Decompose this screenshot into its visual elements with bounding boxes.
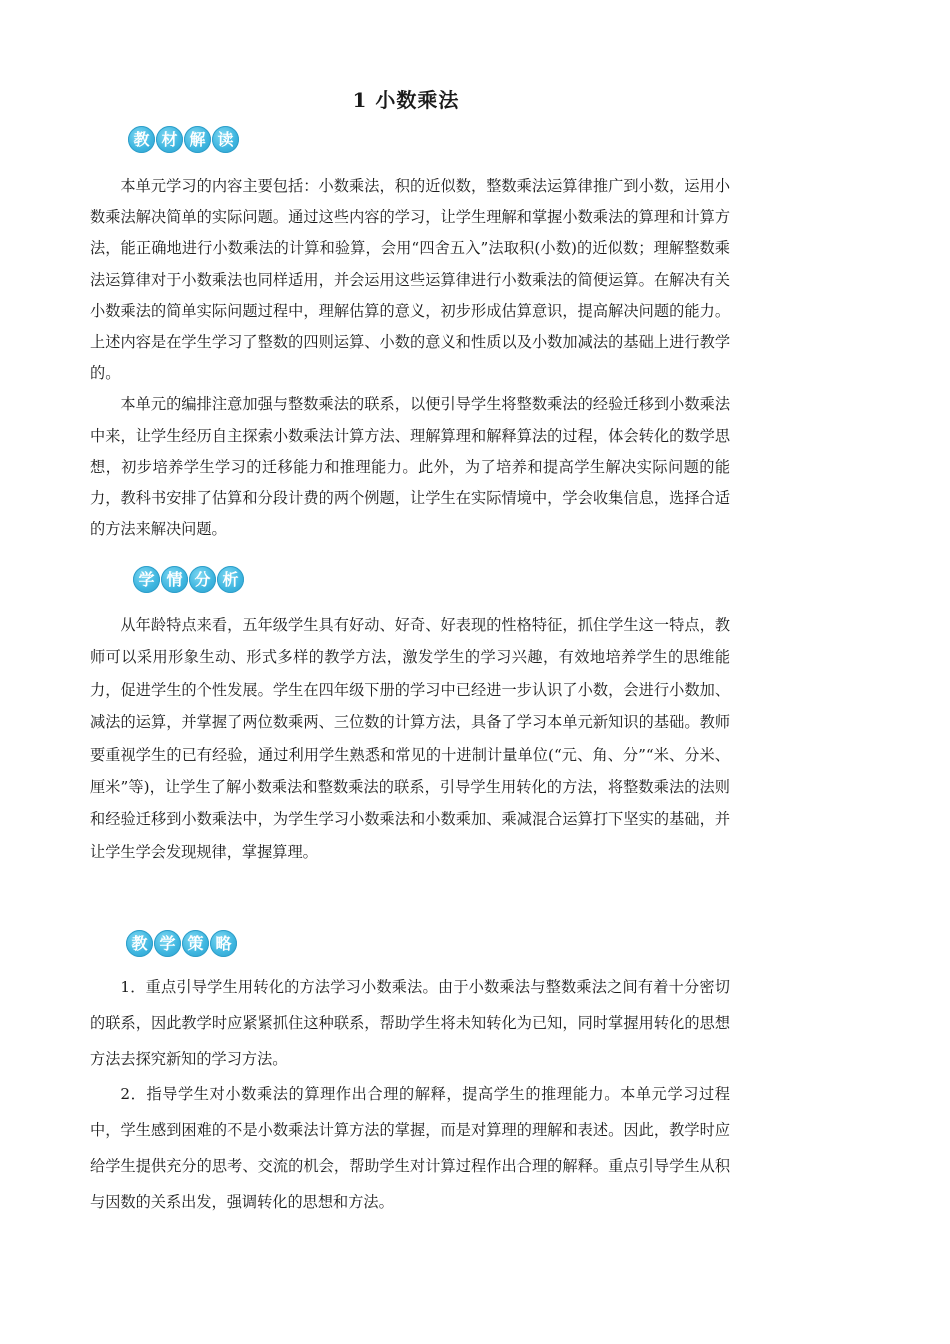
heading-badge-char: 材 — [156, 126, 183, 153]
heading-badge-char: 学 — [154, 930, 181, 957]
heading-badge-char: 略 — [210, 930, 237, 957]
heading-badge-char: 策 — [182, 930, 209, 957]
heading-badge-char: 解 — [184, 126, 211, 153]
body-paragraph: 本单元的编排注意加强与整数乘法的联系，以便引导学生将整数乘法的经验迁移到小数乘法中来，让学生经历自主探索小数乘法计算方法、理解算理和解释算法的过程，体会转化的数学思想，初步培养学生学习的迁移能力和推理能力。此外，为了培养和提高学生解决实际问题的能力，教科书安排了估算和分段计费的两个例题，让学生在实际情境中，学会收集信息，选择合适的方法来解决问题。 — [90, 395, 730, 539]
section-heading-textbook-reading — [128, 126, 239, 153]
section-body-textbook-reading — [90, 171, 730, 545]
heading-badge-char: 分 — [189, 566, 216, 593]
heading-badge-char: 教 — [126, 930, 153, 957]
section-heading-learner-analysis — [133, 566, 244, 593]
section-body-teaching-strategy — [90, 970, 730, 1221]
heading-badge-char: 情 — [161, 566, 188, 593]
body-paragraph: 1．重点引导学生用转化的方法学习小数乘法。由于小数乘法与整数乘法之间有着十分密切的联系，因此教学时应紧紧抓住这种联系，帮助学生将未知转化为已知，同时掌握用转化的思想方法去探究新知的学习方法。 — [90, 978, 730, 1068]
body-paragraph: 从年龄特点来看，五年级学生具有好动、好奇、好表现的性格特征，抓住学生这一特点，教师可以采用形象生动、形式多样的教学方法，激发学生的学习兴趣，有效地培养学生的思维能力，促进学生的个性发展。学生在四年级下册的学习中已经进一步认识了小数，会进行小数加、减法的运算，并掌握了两位数乘两、三位数的计算方法，具备了学习本单元新知识的基础。教师要重视学生的已有经验，通过利用学生熟悉和常见的十进制计量单位(“元、角、分”“米、分米、厘米”等)，让学生了解小数乘法和整数乘法的联系，引导学生用转化的方法，将整数乘法的法则和经验迁移到小数乘法中，为学生学习小数乘法和小数乘加、乘减混合运算打下坚实的基础，并让学生学会发现规律，掌握算理。 — [90, 616, 730, 861]
heading-badge-char: 教 — [128, 126, 155, 153]
heading-badge-char: 读 — [212, 126, 239, 153]
body-paragraph: 本单元学习的内容主要包括：小数乘法，积的近似数，整数乘法运算律推广到小数，运用小数乘法解决简单的实际问题。通过这些内容的学习，让学生理解和掌握小数乘法的算理和计算方法，能正确地进行小数乘法的计算和验算，会用“四舍五入”法取积(小数)的近似数；理解整数乘法运算律对于小数乘法也同样适用，并会运用这些运算律进行小数乘法的简便运算。在解决有关小数乘法的简单实际问题过程中，理解估算的意义，初步形成估算意识，提高解决问题的能力。上述内容是在学生学习了整数的四则运算、小数的意义和性质以及小数加减法的基础上进行教学的。 — [90, 177, 730, 383]
heading-badge-char: 学 — [133, 566, 160, 593]
section-body-learner-analysis — [90, 609, 730, 868]
heading-badge-char: 析 — [217, 566, 244, 593]
page-title: 1 小数乘法 — [352, 88, 460, 112]
section-heading-teaching-strategy — [126, 930, 237, 957]
body-paragraph: 2．指导学生对小数乘法的算理作出合理的解释，提高学生的推理能力。本单元学习过程中，学生感到困难的不是小数乘法计算方法的掌握，而是对算理的理解和表述。因此，教学时应给学生提供充分的思考、交流的机会，帮助学生对计算过程作出合理的解释。重点引导学生从积与因数的关系出发，强调转化的思想和方法。 — [90, 1085, 730, 1211]
